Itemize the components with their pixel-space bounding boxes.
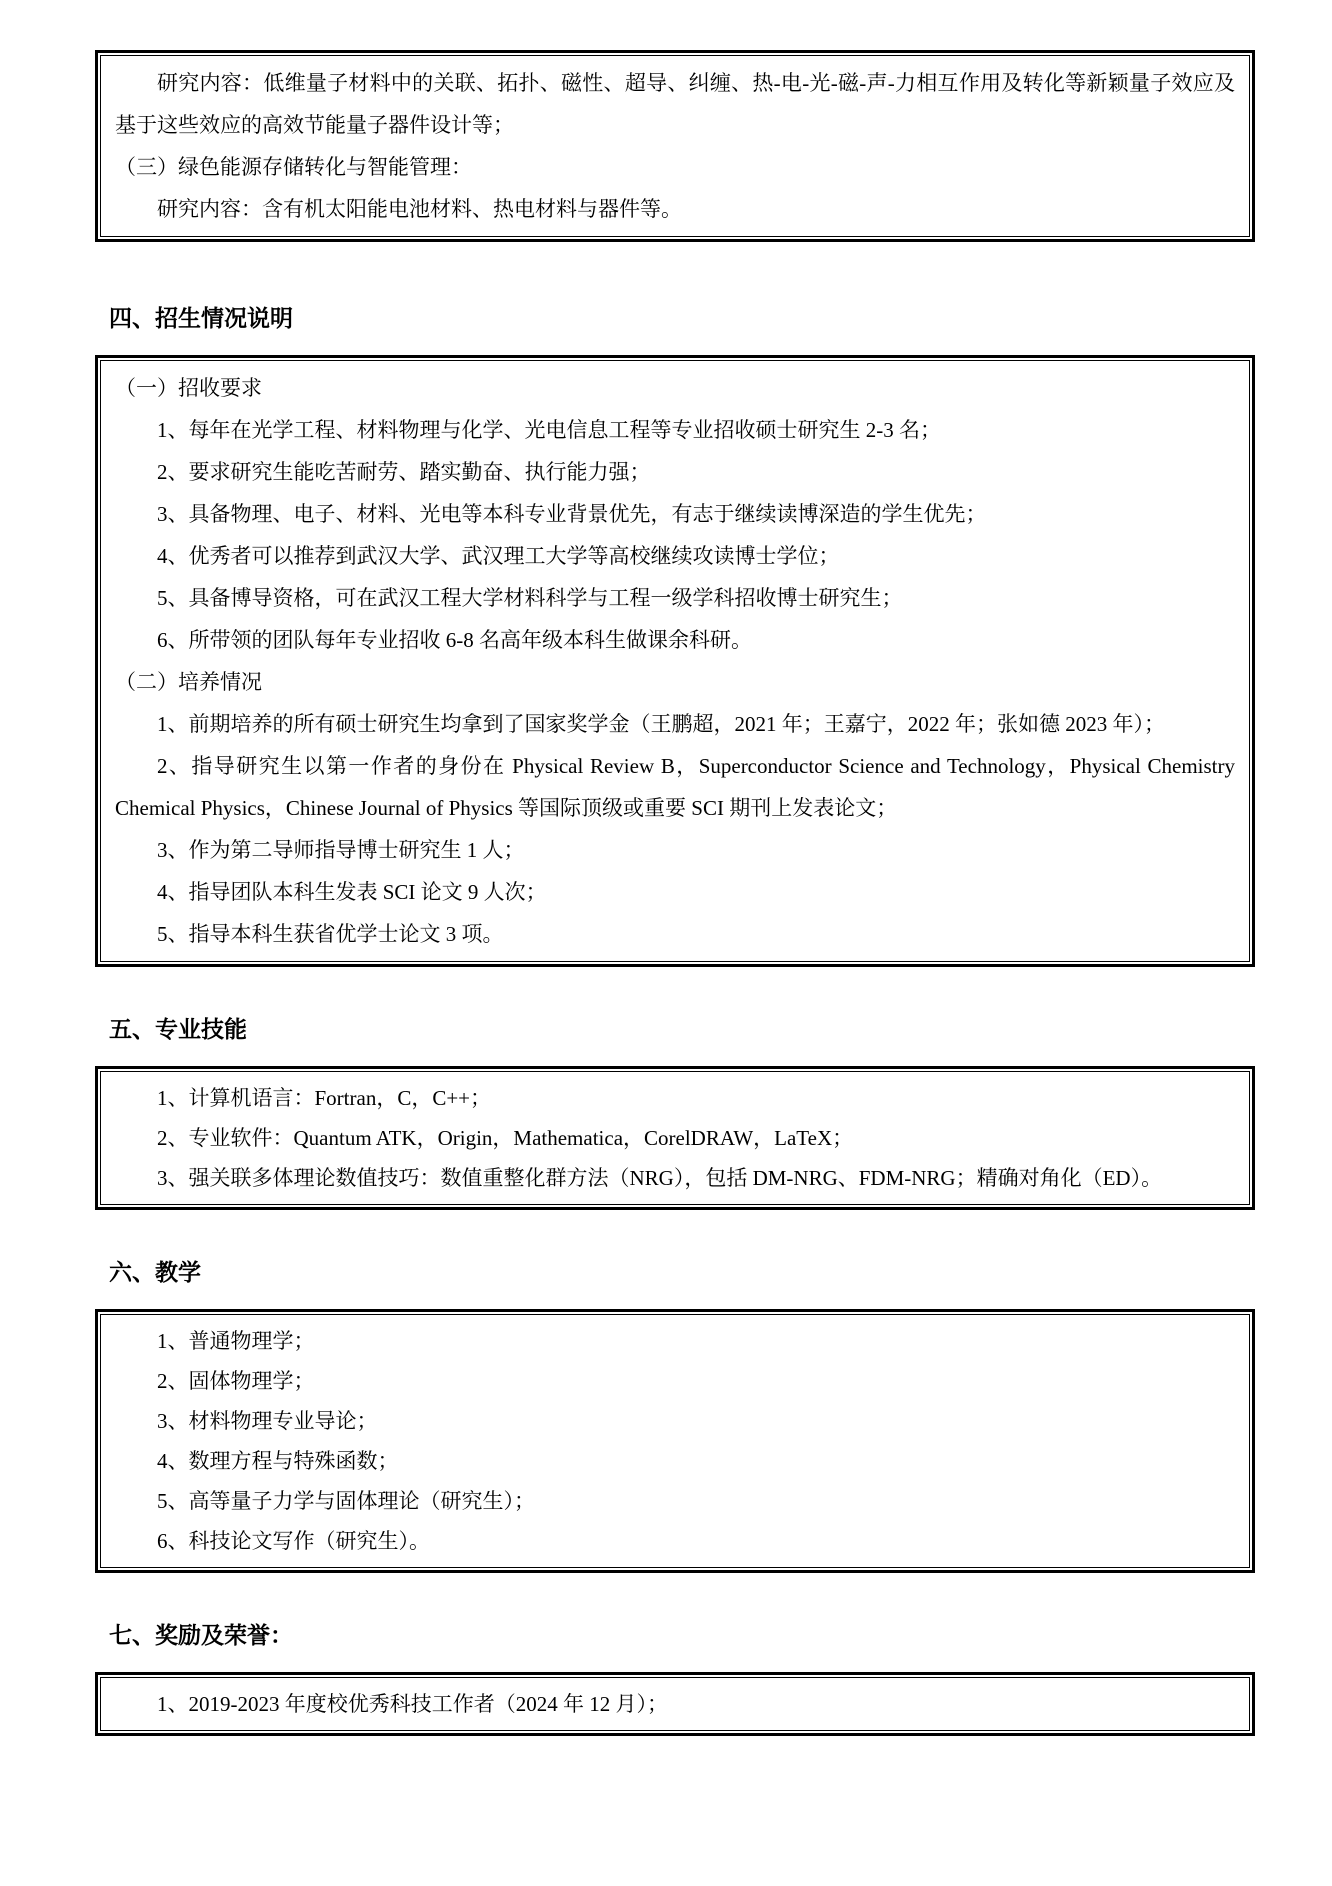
admissions-box-inner xyxy=(100,360,1250,962)
awards-box xyxy=(95,1672,1255,1736)
research-content-box xyxy=(95,50,1255,242)
award-item: 1、2019-2023 年度校优秀科技工作者（2024 年 12 月）； xyxy=(157,1692,668,1716)
course-item: 4、数理方程与特殊函数； xyxy=(157,1449,399,1473)
section-heading-teaching: 六、教学 xyxy=(109,1260,201,1285)
course-item: 6、科技论文写作（研究生）。 xyxy=(157,1529,430,1553)
admissions-sub2-heading: （二）培养情况 xyxy=(115,670,262,694)
research-content-box-inner xyxy=(100,55,1250,237)
skills-box xyxy=(95,1066,1255,1210)
skills-box-inner xyxy=(100,1071,1250,1205)
awards-box-inner xyxy=(100,1677,1250,1731)
research-direction-3-heading: （三）绿色能源存储转化与智能管理： xyxy=(115,155,472,179)
section-heading-skills: 五、专业技能 xyxy=(109,1017,247,1042)
admissions-requirement-item: 2、要求研究生能吃苦耐劳、踏实勤奋、执行能力强； xyxy=(157,460,651,484)
skill-item: 1、计算机语言：Fortran，C，C++； xyxy=(157,1086,492,1110)
course-item: 1、普通物理学； xyxy=(157,1329,315,1353)
training-record-item: 3、作为第二导师指导博士研究生 1 人； xyxy=(157,838,525,862)
training-record-item: 4、指导团队本科生发表 SCI 论文 9 人次； xyxy=(157,880,547,904)
skill-item: 3、强关联多体理论数值技巧：数值重整化群方法（NRG），包括 DM-NRG、FDM-NRG；精确对角化（ED）。 xyxy=(157,1166,1163,1190)
training-record-item: 5、指导本科生获省优学士论文 3 项。 xyxy=(157,922,504,946)
training-record-item: 1、前期培养的所有硕士研究生均拿到了国家奖学金（王鹏超，2021 年；王嘉宁，2022 年；张如德 2023 年）； xyxy=(157,712,1165,736)
course-item: 5、高等量子力学与固体理论（研究生）； xyxy=(157,1489,535,1513)
admissions-box xyxy=(95,355,1255,967)
teaching-box-inner xyxy=(100,1314,1250,1568)
section-heading-awards: 七、奖励及荣誉： xyxy=(109,1623,293,1648)
skill-item: 2、专业软件：Quantum ATK，Origin，Mathematica，CorelDRAW，LaTeX； xyxy=(157,1126,854,1150)
admissions-requirement-item: 4、优秀者可以推荐到武汉大学、武汉理工大学等高校继续攻读博士学位； xyxy=(157,544,840,568)
admissions-requirement-item: 6、所带领的团队每年专业招收 6-8 名高年级本科生做课余科研。 xyxy=(157,628,752,652)
course-item: 2、固体物理学； xyxy=(157,1369,315,1393)
section-heading-admissions: 四、招生情况说明 xyxy=(109,306,293,331)
admissions-requirement-item: 5、具备博导资格，可在武汉工程大学材料科学与工程一级学科招收博士研究生； xyxy=(157,586,903,610)
research-content-paragraph: 研究内容：低维量子材料中的关联、拓扑、磁性、超导、纠缠、热-电-光-磁-声-力相互作用及转化等新颖量子效应及基于这些效应的高效节能量子器件设计等； xyxy=(115,71,1235,137)
course-item: 3、材料物理专业导论； xyxy=(157,1409,378,1433)
training-record-item: 2、指导研究生以第一作者的身份在 Physical Review B，Superconductor Science and Technology，Physical Chemistry Chemical Physics，Chinese Journal of Physics 等国际顶级或重要 SCI 期刊上发表论文； xyxy=(115,754,1235,820)
admissions-requirement-item: 3、具备物理、电子、材料、光电等本科专业背景优先，有志于继续读博深造的学生优先； xyxy=(157,502,987,526)
research-direction-3-content: 研究内容：含有机太阳能电池材料、热电材料与器件等。 xyxy=(157,197,682,221)
admissions-sub1-heading: （一）招收要求 xyxy=(115,376,262,400)
admissions-requirement-item: 1、每年在光学工程、材料物理与化学、光电信息工程等专业招收硕士研究生 2-3 名； xyxy=(157,418,941,442)
teaching-box xyxy=(95,1309,1255,1573)
